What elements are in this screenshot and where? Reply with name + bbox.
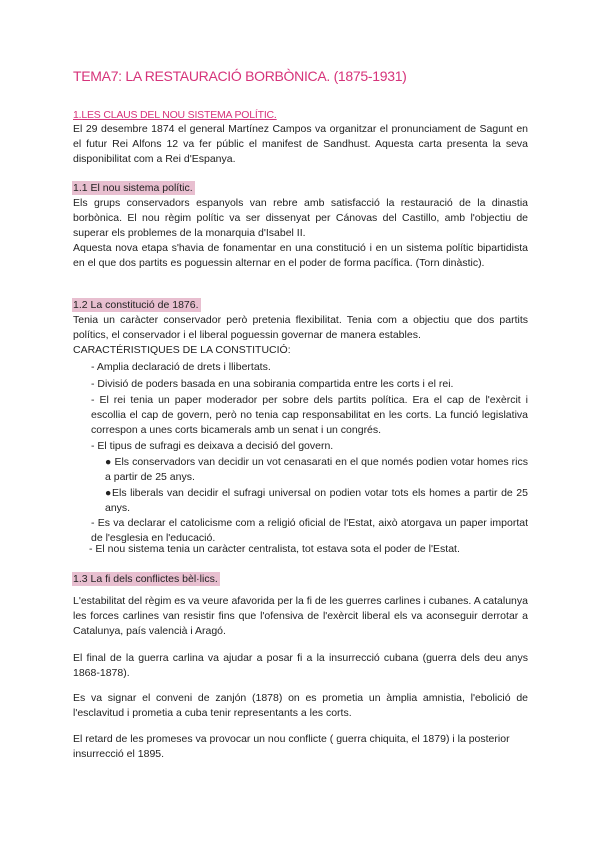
section-1-text: El 29 desembre 1874 el general Martínez Campos va organitzar el pronunciament de Sagunt en el futur Rei Alfons 12 va fer públic el manifest de Sandhust. Aquesta carta presenta la seva disponibilitat com a Rei d'Espanya. [73,123,528,165]
caracteristiques-label: CARACTÉRISTIQUES DE LA CONSTITUCIÓ: [73,344,291,356]
section-1-3-paragraph-1: L'estabilitat del règim es va veure afavorida per la fi de les guerres carlines i cubanes. A catalunya les forces carlines van resistir fins que l'ofensiva de l'exèrcit liberal els va aconseguir derrotar a Catalunya, país valencià i Aragó. [73,595,528,637]
bullet-item: ●Els liberals van decidir el sufragi universal on podien votar tots els homes a partir de 25 anys. [105,487,528,514]
section-1-3-paragraph-4: El retard de les promeses va provocar un nou conflicte ( guerra chiquita, el 1879) i la posterior insurrecció el 1895. [73,733,510,760]
section-1-1-paragraph-2: Aquesta nova etapa s'havia de fonamentar en una constitució i en un sistema polític bipartidista en el que dos partits es poguessin alternar en el poder de forma pacífica. (Torn dinàstic). [73,242,528,269]
list-item: - El rei tenia un paper moderador per sobre dels partits política. Era el cap de l'exèrcit i escollia el cap de govern, però no tenia cap responsabilitat en les corts. La funció legislativa correspon a unes corts bicamerals amb un senat i un congrés. [91,394,528,436]
list-item: - Amplia declaració de drets i llibertats. [91,361,271,373]
section-1-1-heading: 1.1 El nou sistema polític. [73,182,193,194]
list-item: - El nou sistema tenia un caràcter centralista, tot estava sota el poder de l'Estat. [89,543,460,555]
section-1-2-heading: 1.2 La constitució de 1876. [73,299,199,311]
bullet-item: ● Els conservadors van decidir un vot cenasarati en el que només podien votar homes rics a partir de 25 anys. [105,456,528,483]
section-1-3-heading: 1.3 La fi dels conflictes bèl·lics. [73,573,218,585]
section-1-3-paragraph-2: El final de la guerra carlina va ajudar a posar fi a la insurrecció cubana (guerra dels deu anys 1868-1878). [73,652,528,679]
section-1-3-paragraph-3: Es va signar el conveni de zanjón (1878) on es prometia un àmplia amnistia, l'ebolició de l'esclavitud i prometia a cuba tenir representants a les corts. [73,692,528,719]
section-1-1-paragraph-1: Els grups conservadors espanyols van rebre amb satisfacció la restauració de la dinastia borbònica. El nou règim polític va ser dissenyat per Cánovas del Castillo, amb l'objectiu de superar els problemes de la monarquia d'Isabel II. [73,197,528,239]
section-1-heading: 1.LES CLAUS DEL NOU SISTEMA POLÍTIC. [73,109,277,121]
document-title: TEMA7: LA RESTAURACIÓ BORBÒNICA. (1875-1931) [73,68,407,84]
list-item: - Divisió de poders basada en una sobirania compartida entre les corts i el rei. [91,378,454,390]
list-item: - Es va declarar el catolicisme com a religió oficial de l'Estat, això atorgava un paper importat de l'esglesia en l'educació. [91,517,528,544]
list-item: - El tipus de sufragi es deixava a decisió del govern. [91,440,334,452]
section-1-2-paragraph-1: Tenia un caràcter conservador però pretenia flexibilitat. Tenia com a objectiu que dos partits polítics, el conservador i el liberal poguessin governar de manera estables. [73,314,528,341]
